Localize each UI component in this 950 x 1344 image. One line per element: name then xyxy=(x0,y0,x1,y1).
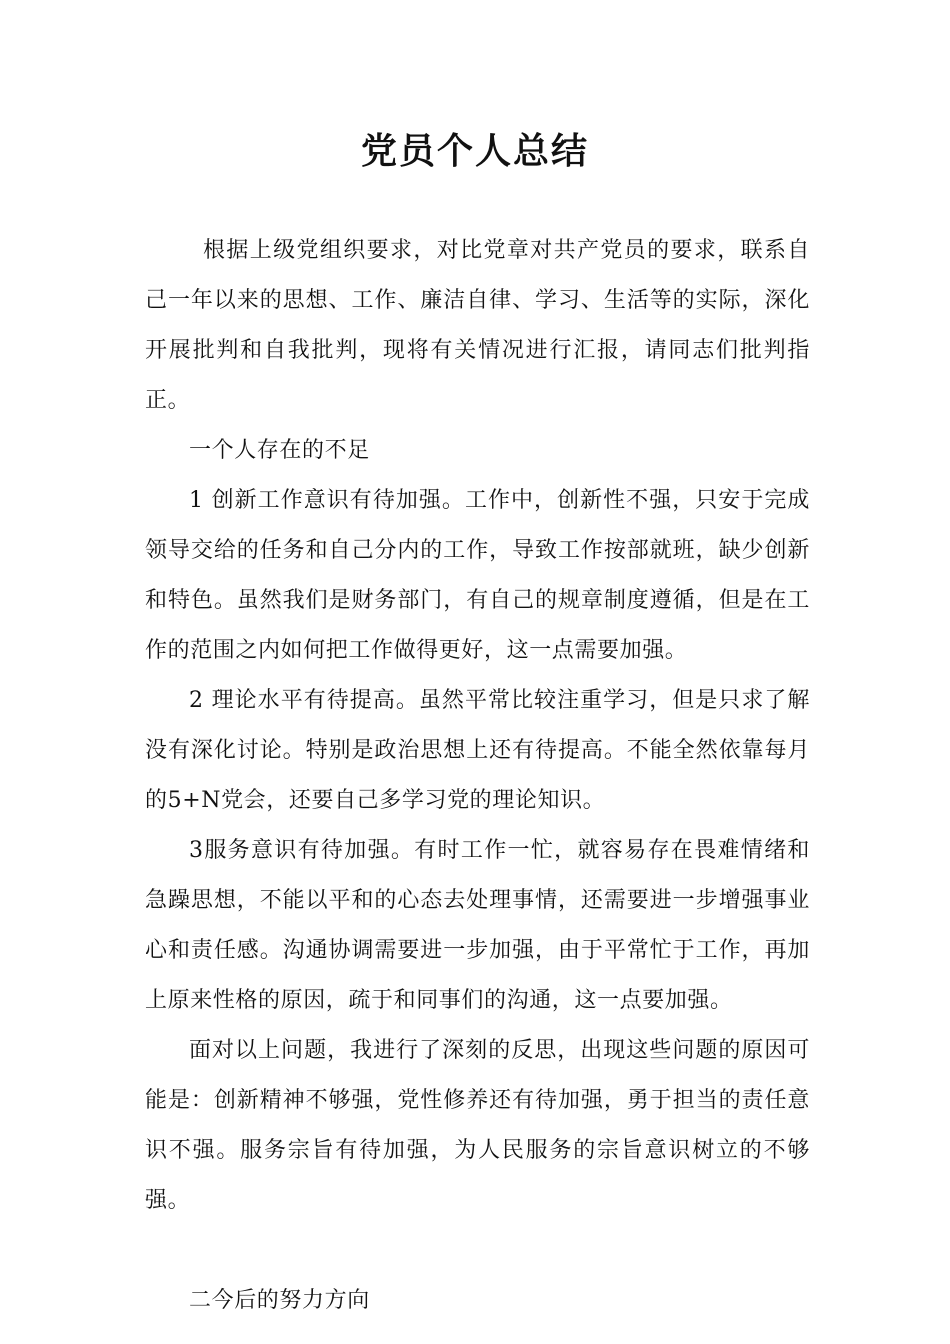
shortcoming-item-2: 2 理论水平有待提高。虽然平常比较注重学习，但是只求了解没有深化讨论。特别是政治思想上还有待提高。不能全然依靠每月的5+N党会，还要自己多学习党的理论知识。 xyxy=(145,688,810,813)
page-title: 党员个人总结 xyxy=(360,131,589,172)
section-heading-future-direction: 二今后的努力方向 xyxy=(189,1288,370,1313)
section-heading-shortcomings: 一个人存在的不足 xyxy=(189,438,370,463)
intro-paragraph: 根据上级党组织要求，对比党章对共产党员的要求，联系自己一年以来的思想、工作、廉洁自律、学习、生活等的实际，深化开展批判和自我批判，现将有关情况进行汇报，请同志们批判指正。 xyxy=(145,238,810,413)
document-body xyxy=(145,226,810,1326)
shortcoming-item-1: 1 创新工作意识有待加强。工作中，创新性不强，只安于完成领导交给的任务和自己分内的工作，导致工作按部就班，缺少创新和特色。虽然我们是财务部门，有自己的规章制度遵循，但是在工作的范围之内如何把工作做得更好，这一点需要加强。 xyxy=(145,488,810,663)
reflection-paragraph: 面对以上问题，我进行了深刻的反思，出现这些问题的原因可能是：创新精神不够强，党性修养还有待加强，勇于担当的责任意识不强。服务宗旨有待加强，为人民服务的宗旨意识树立的不够强。 xyxy=(145,1038,810,1213)
shortcoming-item-3: 3服务意识有待加强。有时工作一忙，就容易存在畏难情绪和急躁思想，不能以平和的心态去处理事情，还需要进一步增强事业心和责任感。沟通协调需要进一步加强，由于平常忙于工作，再加上原来性格的原因，疏于和同事们的沟通，这一点要加强。 xyxy=(145,838,810,1013)
